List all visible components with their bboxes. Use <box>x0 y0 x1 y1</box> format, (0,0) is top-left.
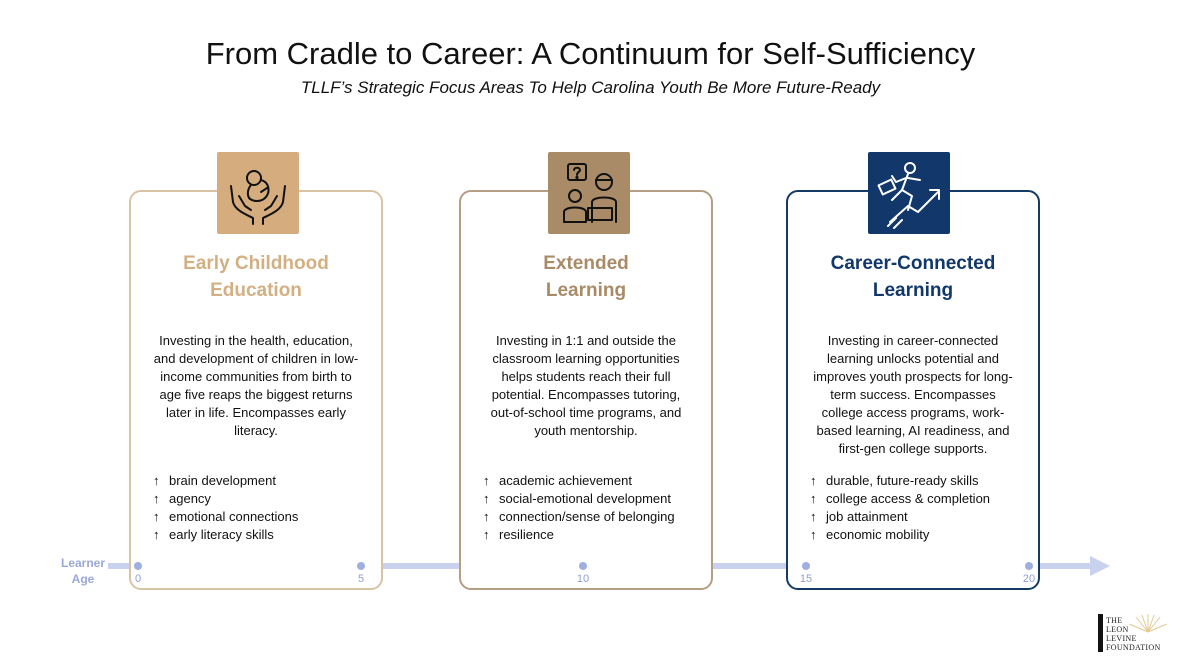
list-item <box>153 472 373 490</box>
outcome-label: economic mobility <box>826 527 930 542</box>
card-title-line2: Learning <box>545 280 627 301</box>
outcome-label: emotional connections <box>169 509 299 524</box>
card-title-line2: Learning <box>872 280 954 301</box>
list-item <box>153 526 373 544</box>
logo-line: LEVINE <box>1106 634 1137 643</box>
up-arrow-icon: ↑ <box>810 527 817 542</box>
axis-tick-label: 20 <box>1022 573 1036 585</box>
outcome-list <box>810 472 1030 544</box>
axis-tick-label: 10 <box>576 573 590 585</box>
up-arrow-icon: ↑ <box>810 491 817 506</box>
card-title <box>461 250 711 304</box>
axis-label-line1: Learner <box>60 556 106 570</box>
up-arrow-icon: ↑ <box>153 473 160 488</box>
outcome-label: college access & completion <box>826 491 991 506</box>
page-subtitle: TLLF’s Strategic Focus Areas To Help Carolina Youth Be More Future-Ready <box>300 78 881 97</box>
up-arrow-icon: ↑ <box>483 527 490 542</box>
up-arrow-icon: ↑ <box>810 509 817 524</box>
up-arrow-icon: ↑ <box>483 491 490 506</box>
outcome-list <box>483 472 703 544</box>
outcome-label: brain development <box>169 473 276 488</box>
card-title <box>131 250 381 304</box>
logo-bar <box>1098 614 1103 652</box>
outcome-label: durable, future-ready skills <box>826 473 979 488</box>
list-item <box>810 508 1030 526</box>
list-item <box>483 508 703 526</box>
up-arrow-icon: ↑ <box>153 509 160 524</box>
up-arrow-icon: ↑ <box>810 473 817 488</box>
logo-line: FOUNDATION <box>1106 643 1161 652</box>
cradled-baby-icon <box>217 152 299 234</box>
outcome-label: connection/sense of belonging <box>499 509 675 524</box>
list-item <box>810 472 1030 490</box>
logo-line: THE <box>1106 616 1123 625</box>
up-arrow-icon: ↑ <box>153 491 160 506</box>
card-description: Investing in career-connected learning unlocks potential and improves youth prospects for long-term success. Encompasses college access programs, work-based learning, AI readiness, and first-gen college supports. <box>813 333 1013 456</box>
card-extended-learning <box>459 190 713 590</box>
card-description: Investing in 1:1 and outside the classroom learning opportunities helps students reach their full potential. Encompasses tutoring, out-of-school time programs, and youth mentorship. <box>490 333 682 438</box>
list-item <box>483 472 703 490</box>
card-early-childhood-education <box>129 190 383 590</box>
list-item <box>483 526 703 544</box>
logo-text <box>1106 616 1161 652</box>
card-career-connected-learning <box>786 190 1040 590</box>
list-item <box>810 490 1030 508</box>
up-arrow-icon: ↑ <box>483 509 490 524</box>
tutor-student-icon <box>548 152 630 234</box>
up-arrow-icon: ↑ <box>483 473 490 488</box>
outcome-label: academic achievement <box>499 473 632 488</box>
card-title-line1: Extended <box>543 253 629 274</box>
list-item <box>810 526 1030 544</box>
outcome-label: agency <box>169 491 211 506</box>
list-item <box>483 490 703 508</box>
logo-line: LEON <box>1106 625 1129 634</box>
rising-career-icon <box>868 152 950 234</box>
page-title: From Cradle to Career: A Continuum for Self-Sufficiency <box>205 36 976 71</box>
card-title <box>788 250 1038 304</box>
axis-label-line2: Age <box>71 572 95 586</box>
up-arrow-icon: ↑ <box>153 527 160 542</box>
foundation-logo <box>1098 612 1168 654</box>
outcome-label: social-emotional development <box>499 491 671 506</box>
outcome-list <box>153 472 373 544</box>
axis-tick-label: 15 <box>799 573 813 585</box>
outcome-label: job attainment <box>826 509 908 524</box>
axis-tick-label: 0 <box>134 573 142 585</box>
card-title-line1: Career-Connected <box>830 253 996 274</box>
list-item <box>153 508 373 526</box>
card-title-line1: Early Childhood <box>183 253 329 274</box>
axis-tick-label: 5 <box>357 573 365 585</box>
axis-label <box>56 555 110 587</box>
list-item <box>153 490 373 508</box>
outcome-label: resilience <box>499 527 554 542</box>
outcome-label: early literacy skills <box>169 527 274 542</box>
card-description: Investing in the health, education, and development of children in low-income communities from birth to age five reaps the biggest returns later in life. Encompasses early literacy. <box>153 333 359 438</box>
card-title-line2: Education <box>210 280 302 301</box>
